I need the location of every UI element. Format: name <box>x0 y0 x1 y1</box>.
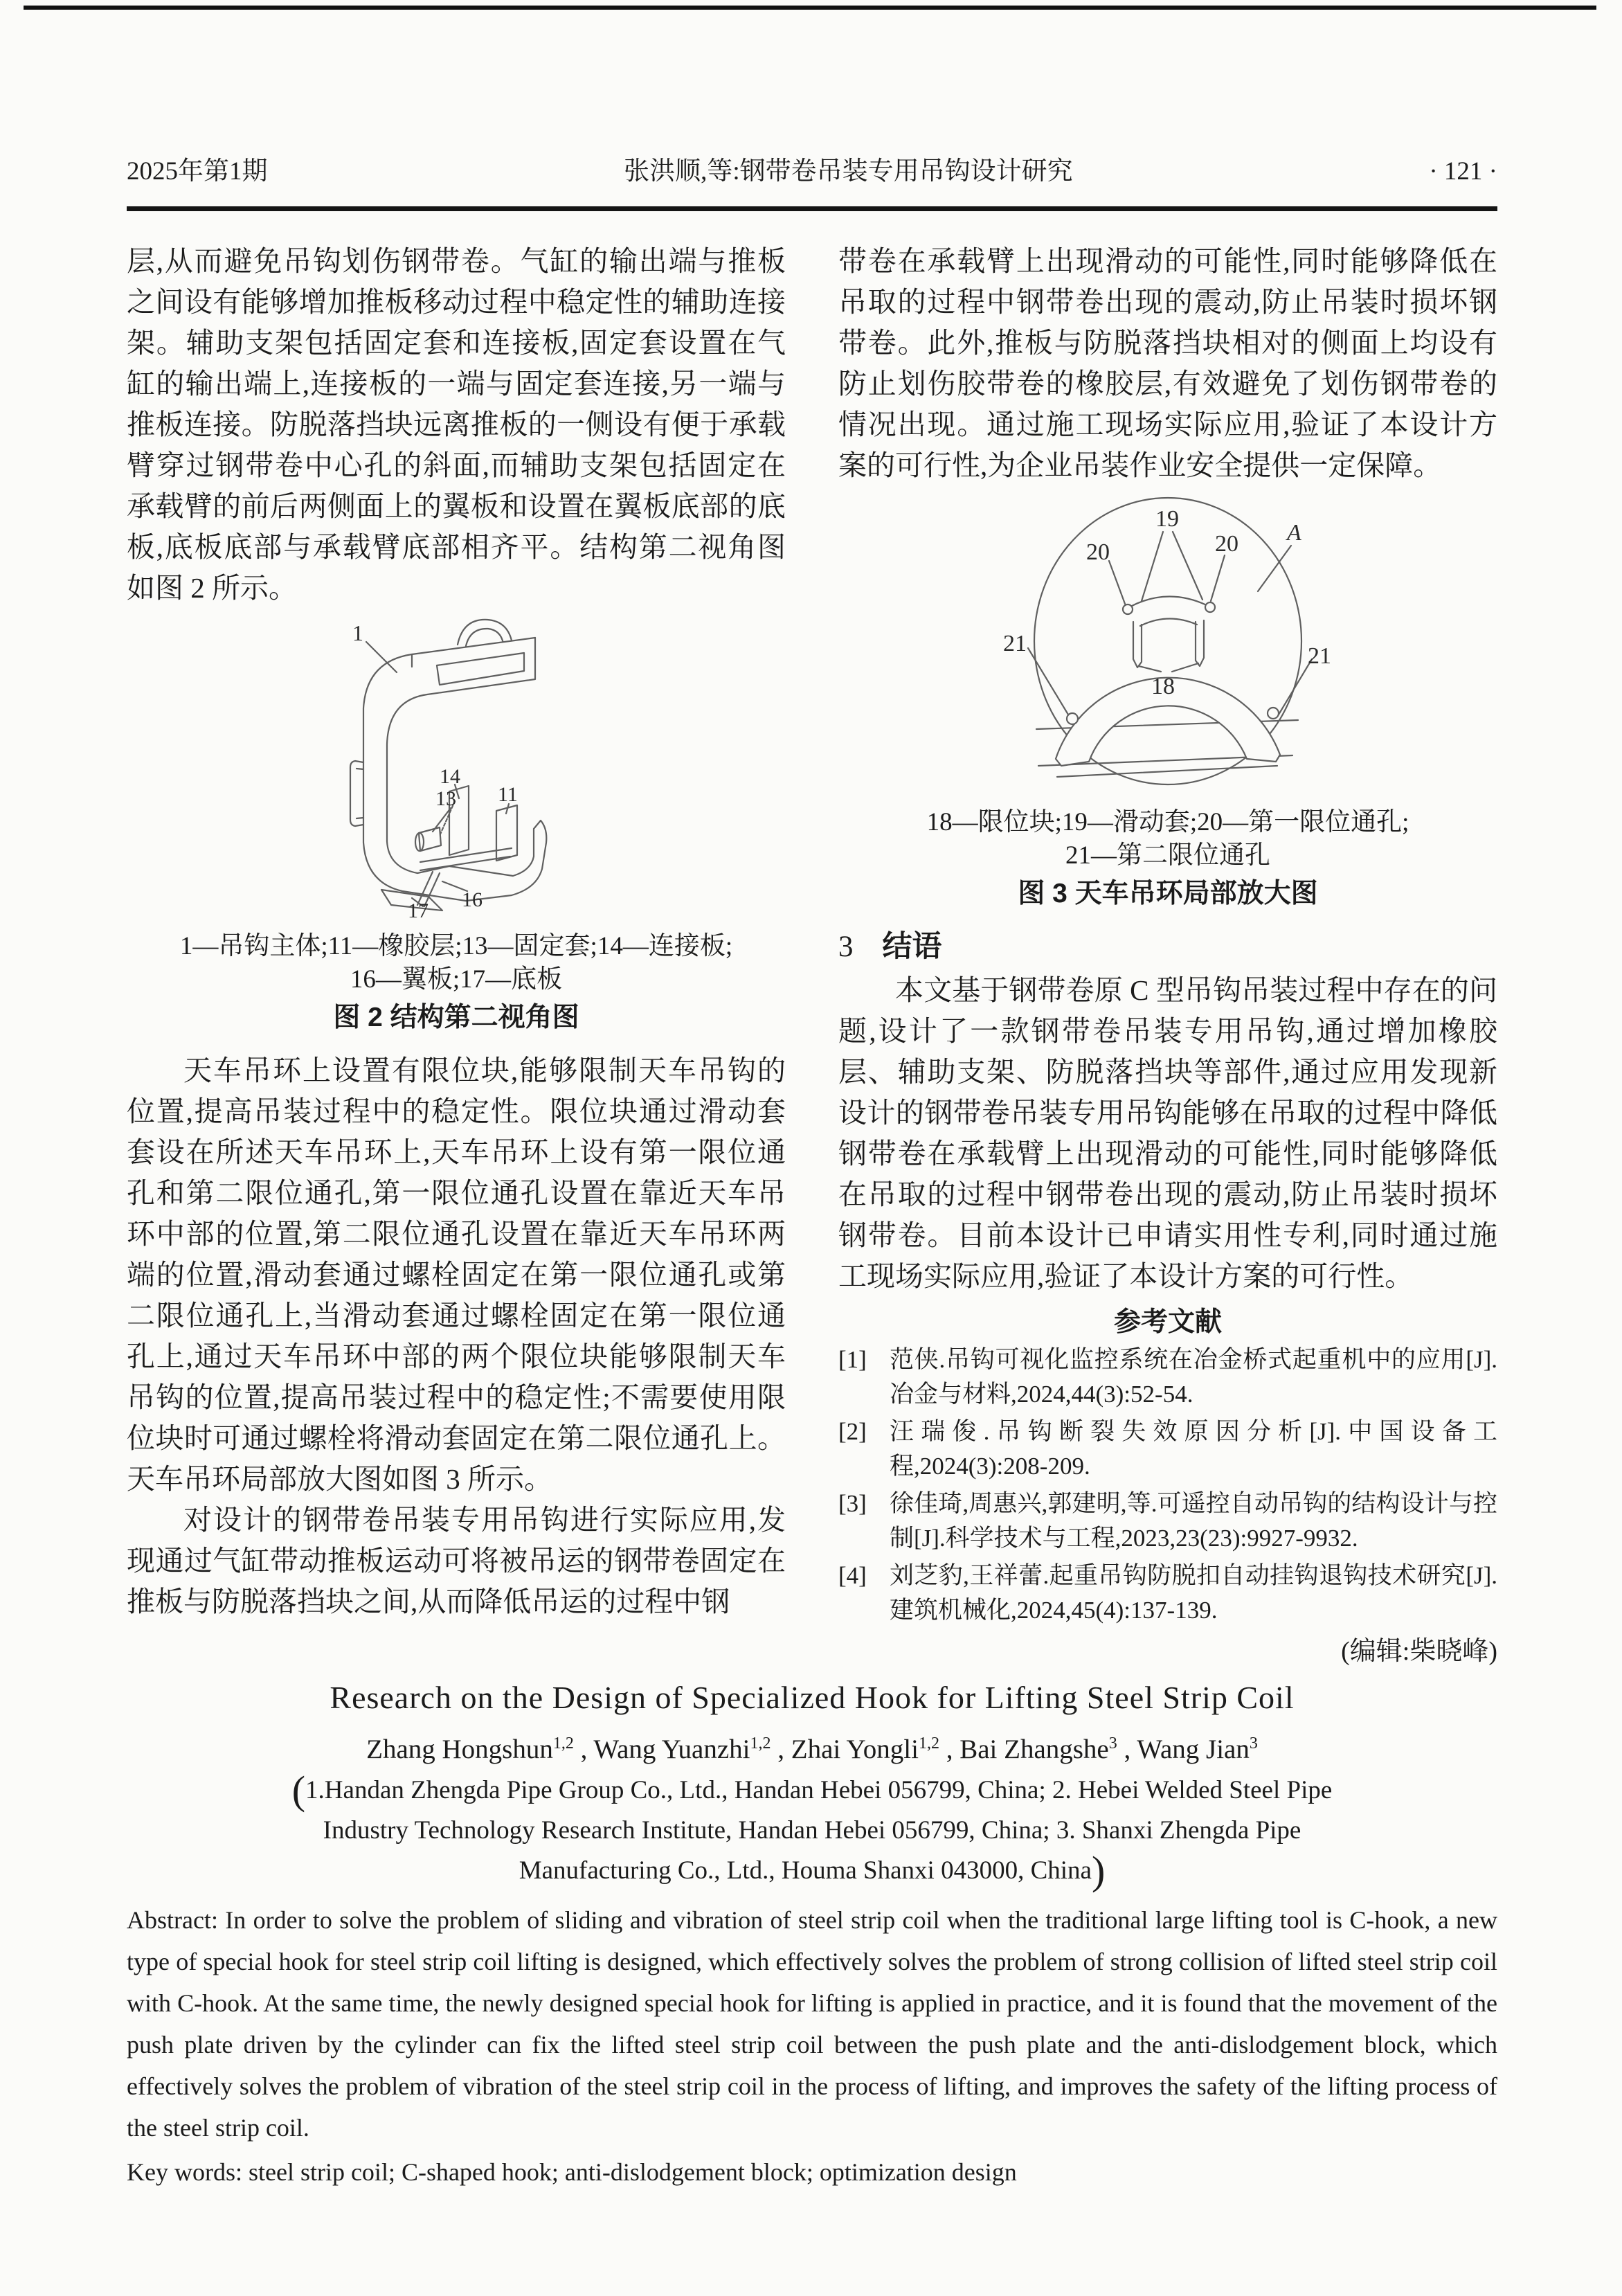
limit-block-right <box>1196 620 1204 666</box>
left-column <box>127 241 786 1681</box>
first-limit-hole-right <box>1205 602 1215 612</box>
fig3-label-18: 18 <box>1151 674 1175 699</box>
author: Wang Jian$^3$ <box>1137 1734 1258 1764</box>
body-paragraph: 层,从而避免吊钩划伤钢带卷。气缸的输出端与推板之间设有能够增加推板移动过程中稳定性的辅助连接架。辅助支架包括固定套和连接板,固定套设置在气缸的输出端上,连接板的一端与固定套连接,另一端与推板连接。防脱落挡块远离推板的一侧设有便于承载臂穿过钢带卷中心孔的斜面,而辅助支架包括固定在承载臂的前后两侧面上的翼板和设置在翼板底部的底板,底板底部与承载臂底部相齐平。结构第二视角图如图 2 所示。 <box>127 245 786 604</box>
reference-number: [3] <box>838 1490 867 1517</box>
body-paragraph: 带卷在承载臂上出现滑动的可能性,同时能够降低在吊取的过程中钢带卷出现的震动,防止吊装时损坏钢带卷。此外,推板与防脱落挡块相对的侧面上均设有防止划伤胶带卷的橡胶层,有效避免了划伤钢带卷的情况出现。通过施工现场实际应用,验证了本设计方案的可行性,为企业吊装作业安全提供一定保障。 <box>838 245 1497 481</box>
close-paren: ) <box>1091 1848 1106 1893</box>
body-paragraph: 对设计的钢带卷吊装专用吊钩进行实际应用,发现通过气缸带动推板运动可将被吊运的钢带卷固定在推板与防脱落挡块之间,从而降低吊运的过程中钢 <box>127 1504 786 1617</box>
fig2-label-13: 13 <box>435 787 456 810</box>
figure2-drawing <box>345 613 567 919</box>
figure3-drawing <box>967 490 1369 795</box>
english-authors <box>127 1727 1497 1766</box>
affiliation-line: (1.Handan Zhengda Pipe Group Co., Ltd., Handan Hebei 056799, China; 2. Hebei Welded Steel Pipe <box>291 1768 1333 1813</box>
reference-item <box>838 1487 1497 1556</box>
abstract-label: Abstract: <box>127 1906 226 1934</box>
abstract-text: In order to solve the problem of sliding and vibration of steel strip coil when the traditional large lifting tool is C-hook, a new type of special hook for steel strip coil lifting is designed, which effectively solves the problem of strong collision of lifted steel strip coil with C-hook. At the same time, the newly designed special hook for lifting is applied in practice, and it is found that the movement of the push plate driven by the cylinder can fix the lifted steel strip coil between the push plate and the anti-dislodgement block, which effectively solves the problem of vibration of the steel strip coil in the process of lifting, and improves the safety of the lifting process of the steel strip coil. <box>127 1906 1497 2142</box>
author: Bai Zhangshe$^3$ , <box>959 1734 1137 1764</box>
fig3-label-21-right: 21 <box>1308 643 1331 669</box>
first-limit-hole-left <box>1123 604 1133 614</box>
reference-text: 汪瑞俊.吊钩断裂失效原因分析[J].中国设备工程,2024(3):208-209. <box>890 1418 1497 1480</box>
header-rule <box>127 206 1497 211</box>
references-heading: 参考文献 <box>1113 1307 1222 1337</box>
fig3-label-A: A <box>1287 520 1301 546</box>
author: Wang Yuanzhi$^{1,2}$ , <box>593 1734 791 1764</box>
fig3-label-21-left: 21 <box>1003 631 1027 656</box>
reference-item <box>838 1343 1497 1412</box>
section-title: 结语 <box>882 930 942 963</box>
side-handle-outline <box>350 761 363 826</box>
conclusion-paragraph: 本文基于钢带卷原 C 型吊钩吊装过程中存在的问题,设计了一款钢带卷吊装专用吊钩,通过增加橡胶层、辅助支架、防脱落挡块等部件,通过应用发现新设计的钢带卷吊装专用吊钩能够在吊取的过程中降低钢带卷在承载臂上出现滑动的可能性,同时能够降低在吊取的过程中钢带卷出现的震动,防止吊装时损坏钢带卷。目前本设计已申请实用性专利,同时通过施工现场实际应用,验证了本设计方案的可行性。 <box>838 974 1497 1292</box>
english-affiliations <box>127 1770 1497 1891</box>
fig2-label-16: 16 <box>462 888 483 911</box>
fig3-label-20-right: 20 <box>1215 531 1238 557</box>
header-issue: 2025年第1期 <box>127 157 268 186</box>
scan-artifact-line <box>24 6 1596 10</box>
affiliation-line: Manufacturing Co., Ltd., Houma Shanxi 043000, China) <box>519 1848 1106 1893</box>
fig2-label-1: 1 <box>352 620 363 645</box>
reference-text: 徐佳琦,周惠兴,郭建明,等.可遥控自动吊钩的结构设计与控制[J].科学技术与工程,2023,23(23):9927-9932. <box>890 1490 1497 1552</box>
affiliation-line: Industry Technology Research Institute, Handan Hebei 056799, China; 3. Shanxi Zhengda Pipe <box>323 1816 1301 1845</box>
fig3-label-20-left: 20 <box>1086 539 1110 565</box>
figure3-caption-line2: 21—第二限位通孔 <box>1065 841 1270 870</box>
header-page-number: · 121 · <box>1429 157 1497 186</box>
hoist-handle-outline <box>458 620 512 645</box>
page-header <box>127 150 1497 187</box>
reference-text: 范侠.吊钩可视化监控系统在冶金桥式起重机中的应用[J].冶金与材料,2024,44(3):52-54. <box>890 1346 1497 1408</box>
reference-number: [4] <box>838 1562 867 1589</box>
figure3 <box>838 490 1497 806</box>
fig3-label-19: 19 <box>1155 506 1179 532</box>
second-limit-hole-right <box>1268 708 1279 719</box>
fig2-label-11: 11 <box>498 783 518 806</box>
english-abstract <box>127 1899 1497 2149</box>
section-heading-conclusion <box>838 928 1497 966</box>
reference-number: [1] <box>838 1346 867 1373</box>
section-number: 3 <box>838 931 854 963</box>
limit-block-left <box>1133 622 1142 667</box>
figure2-caption-line2: 16—翼板;17—底板 <box>350 965 563 994</box>
keywords-text: steel strip coil; C-shaped hook; anti-dislodgement block; optimization design <box>248 2158 1017 2186</box>
reference-number: [2] <box>838 1418 867 1445</box>
right-column <box>838 241 1497 1681</box>
english-title: Research on the Design of Specialized Hook for Lifting Steel Strip Coil <box>330 1680 1295 1715</box>
header-running-title: 张洪顺,等:钢带卷吊装专用吊钩设计研究 <box>624 157 1073 186</box>
keywords-label: Key words: <box>127 2158 249 2186</box>
english-section <box>127 1678 1497 2193</box>
english-keywords <box>127 2151 1497 2193</box>
editor-line: (编辑:柴晓峰) <box>1341 1637 1497 1666</box>
open-paren: ( <box>291 1768 306 1813</box>
author: Zhang Hongshun$^{1,2}$ , <box>366 1734 594 1764</box>
figure3-title: 图 3 天车吊环局部放大图 <box>1018 879 1318 908</box>
figure2-caption-line1: 1—吊钩主体;11—橡胶层;13—固定套;14—连接板; <box>179 932 733 960</box>
figure3-caption-line1: 18—限位块;19—滑动套;20—第一限位通孔; <box>926 808 1409 836</box>
fig2-label-17: 17 <box>408 899 429 919</box>
fig2-label-14: 14 <box>440 765 460 788</box>
figure2-title: 图 2 结构第二视角图 <box>333 1003 579 1032</box>
author: Zhai Yongli$^{1,2}$ , <box>791 1734 960 1764</box>
reference-item <box>838 1559 1497 1628</box>
reference-text: 刘芝豹,王祥蕾.起重吊钩防脱扣自动挂钩退钩技术研究[J].建筑机械化,2024,45(4):137-139. <box>890 1562 1497 1624</box>
body-paragraph: 天车吊环上设置有限位块,能够限制天车吊钩的位置,提高吊装过程中的稳定性。限位块通过滑动套套设在所述天车吊环上,天车吊环上设有第一限位通孔和第二限位通孔,第一限位通孔设置在靠近天车吊环中部的位置,第二限位通孔设置在靠近天车吊环两端的位置,滑动套通过螺栓固定在第一限位通孔或第二限位通孔上,当滑动套通过螺栓固定在第一限位通孔上,通过天车吊环中部的两个限位块能够限制天车吊钩的位置,提高吊装过程中的稳定性;不需要使用限位块时可通过螺栓将滑动套固定在第二限位通孔上。天车吊环局部放大图如图 3 所示。 <box>127 1055 786 1495</box>
figure2 <box>127 613 786 930</box>
reference-item <box>838 1415 1497 1484</box>
